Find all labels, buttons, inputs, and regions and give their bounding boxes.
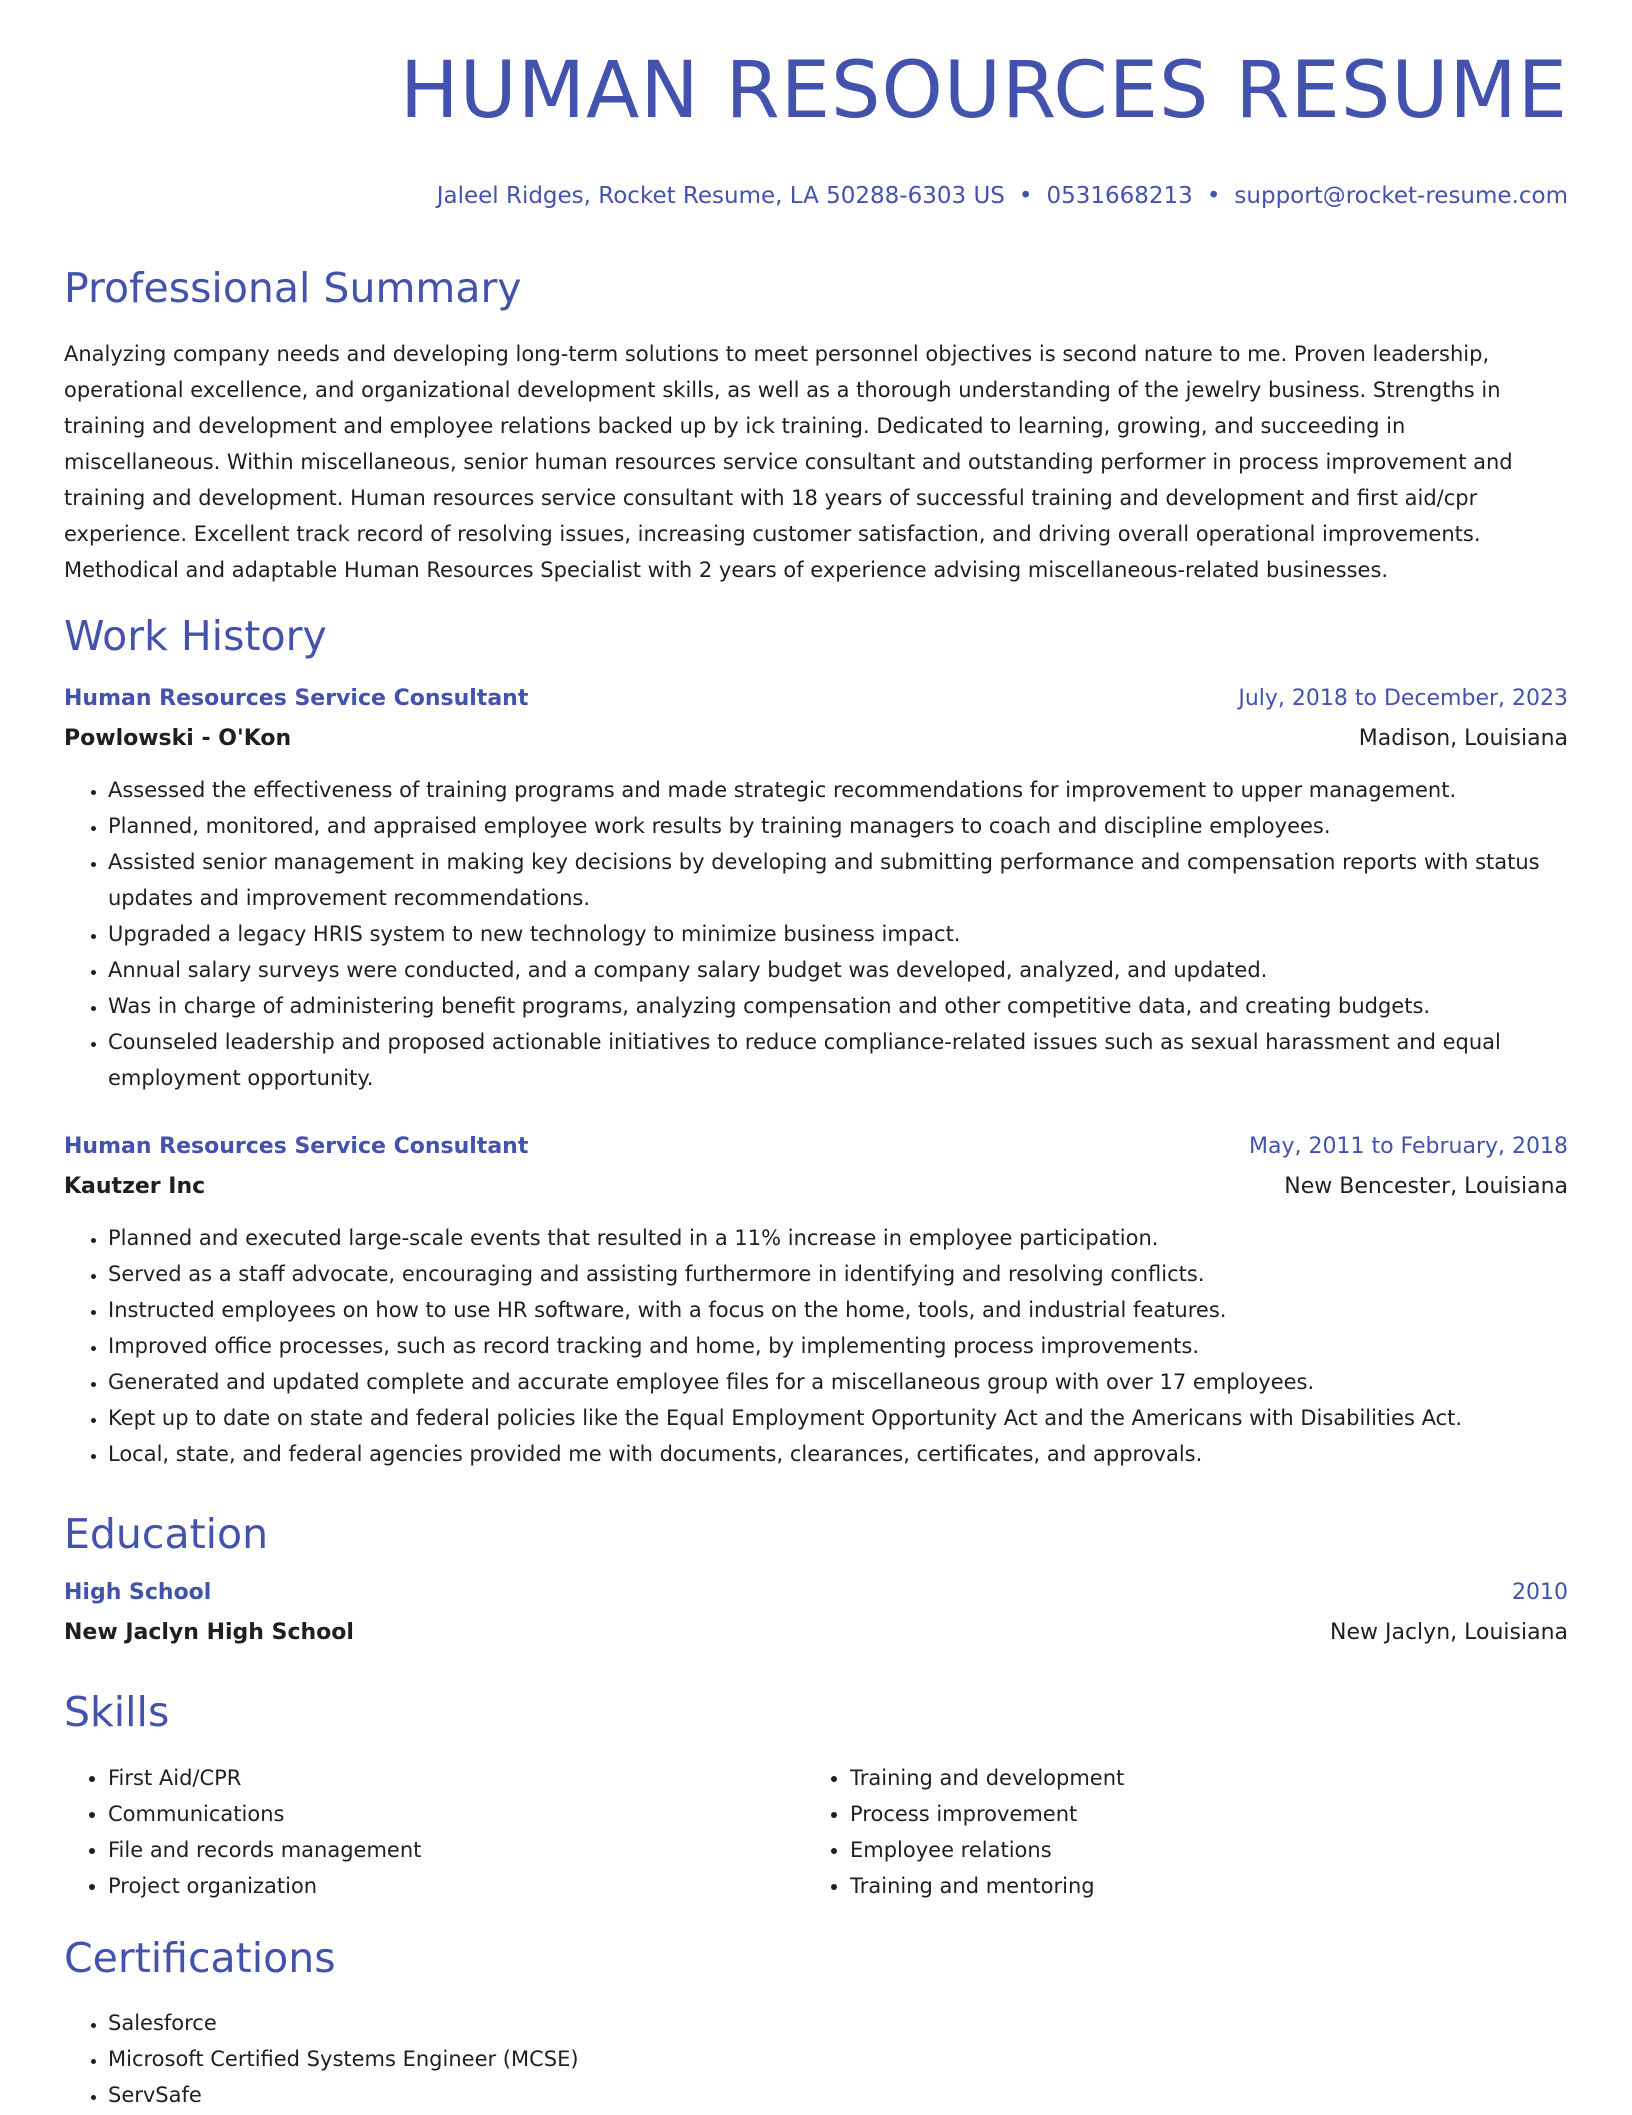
contact-separator: •	[1018, 183, 1033, 209]
list-item: • Planned, monitored, and appraised employee work results by training managers to coach and discipline employees.	[108, 808, 1568, 844]
contact-separator: •	[1206, 183, 1221, 209]
list-item: • ServSafe	[108, 2077, 1568, 2113]
job-2-subheader	[64, 1174, 1568, 1199]
job-1-company: Powlowski - O'Kon	[64, 726, 292, 751]
list-item: • Planned and executed large-scale events that resulted in a 11% increase in employee participation.	[108, 1220, 1568, 1256]
job-1-location: Madison, Louisiana	[1358, 726, 1568, 751]
list-item: • Counseled leadership and proposed actionable initiatives to reduce compliance-related issues such as sexual harassment and equal employment opportunity.	[108, 1024, 1568, 1096]
education-heading: Education	[64, 1510, 269, 1558]
skills-right-column	[806, 1760, 1550, 1904]
contact-address: Jaleel Ridges, Rocket Resume, LA 50288-6303 US	[436, 183, 1005, 209]
list-item: • Microsoft Certified Systems Engineer (MCSE)	[108, 2041, 1568, 2077]
list-item: • Training and development	[850, 1760, 1550, 1796]
list-item: • Communications	[108, 1796, 808, 1832]
list-item: • File and records management	[108, 1832, 808, 1868]
list-item: • First Aid/CPR	[108, 1760, 808, 1796]
education-location: New Jaclyn, Louisiana	[1330, 1620, 1568, 1645]
list-item: • Training and mentoring	[850, 1868, 1550, 1904]
list-item: • Kept up to date on state and federal policies like the Equal Employment Opportunity Act and the Americans with Disabilities Act.	[108, 1400, 1568, 1436]
education-header	[64, 1580, 1568, 1605]
job-2-position: Human Resources Service Consultant	[64, 1134, 529, 1159]
certifications-heading: Certifications	[64, 1934, 336, 1982]
job-1-bullets	[64, 772, 1568, 1096]
education-subheader	[64, 1620, 1568, 1645]
education-year: 2010	[1512, 1580, 1568, 1605]
list-item: • Local, state, and federal agencies provided me with documents, clearances, certificates, and approvals.	[108, 1436, 1568, 1472]
list-item: • Salesforce	[108, 2005, 1568, 2041]
work-history-heading: Work History	[64, 612, 327, 660]
job-1-subheader	[64, 726, 1568, 751]
education-school: New Jaclyn High School	[64, 1620, 354, 1645]
list-item: • Served as a staff advocate, encouraging and assisting furthermore in identifying and resolving conflicts.	[108, 1256, 1568, 1292]
job-2-header	[64, 1134, 1568, 1159]
job-2-dates: May, 2011 to February, 2018	[1249, 1134, 1568, 1159]
education-degree: High School	[64, 1580, 212, 1605]
list-item: • Employee relations	[850, 1832, 1550, 1868]
job-2-company: Kautzer Inc	[64, 1174, 206, 1199]
list-item: • Annual salary surveys were conducted, and a company salary budget was developed, analyzed, and updated.	[108, 952, 1568, 988]
skills-left-column	[64, 1760, 808, 1904]
list-item: • Upgraded a legacy HRIS system to new technology to minimize business impact.	[108, 916, 1568, 952]
list-item: • Project organization	[108, 1868, 808, 1904]
list-item: • Generated and updated complete and accurate employee files for a miscellaneous group with over 17 employees.	[108, 1364, 1568, 1400]
job-2-bullets	[64, 1220, 1568, 1472]
list-item: • Improved office processes, such as record tracking and home, by implementing process improvements.	[108, 1328, 1568, 1364]
job-2-location: New Bencester, Louisiana	[1284, 1174, 1568, 1199]
job-1-position: Human Resources Service Consultant	[64, 686, 529, 711]
skills-heading: Skills	[64, 1688, 170, 1736]
list-item: • Assisted senior management in making key decisions by developing and submitting performance and compensation reports with status updates and improvement recommendations.	[108, 844, 1568, 916]
resume-title: HUMAN RESOURCES RESUME	[399, 46, 1568, 136]
list-item: • Instructed employees on how to use HR software, with a focus on the home, tools, and industrial features.	[108, 1292, 1568, 1328]
job-1-header	[64, 686, 1568, 711]
list-item: • Assessed the effectiveness of training programs and made strategic recommendations for improvement to upper management.	[108, 772, 1568, 808]
job-1-dates: July, 2018 to December, 2023	[1238, 686, 1568, 711]
contact-email[interactable]: support@rocket-resume.com	[1234, 183, 1568, 209]
contact-phone: 0531668213	[1046, 183, 1193, 209]
summary-text: Analyzing company needs and developing long-term solutions to meet personnel objectives is second nature to me. Proven leadership, operational excellence, and organizational development skills, as well as a thorough understanding of the jewelry business. Strengths in training and development and employee relations backed up by ick training. Dedicated to learning, growing, and succeeding in miscellaneous. Within miscellaneous, senior human resources service consultant and outstanding performer in process improvement and training and development. Human resources service consultant with 18 years of successful training and development and first aid/cpr experience. Excellent track record of resolving issues, increasing customer satisfaction, and driving overall operational improvements. Methodical and adaptable Human Resources Specialist with 2 years of experience advising miscellaneous-related businesses.	[64, 342, 1513, 582]
contact-line	[437, 183, 1568, 209]
summary-heading: Professional Summary	[64, 264, 522, 312]
certifications-list	[64, 2005, 1568, 2113]
list-item: • Was in charge of administering benefit programs, analyzing compensation and other competitive data, and creating budgets.	[108, 988, 1568, 1024]
resume-page	[64, 0, 1568, 2112]
list-item: • Process improvement	[850, 1796, 1550, 1832]
